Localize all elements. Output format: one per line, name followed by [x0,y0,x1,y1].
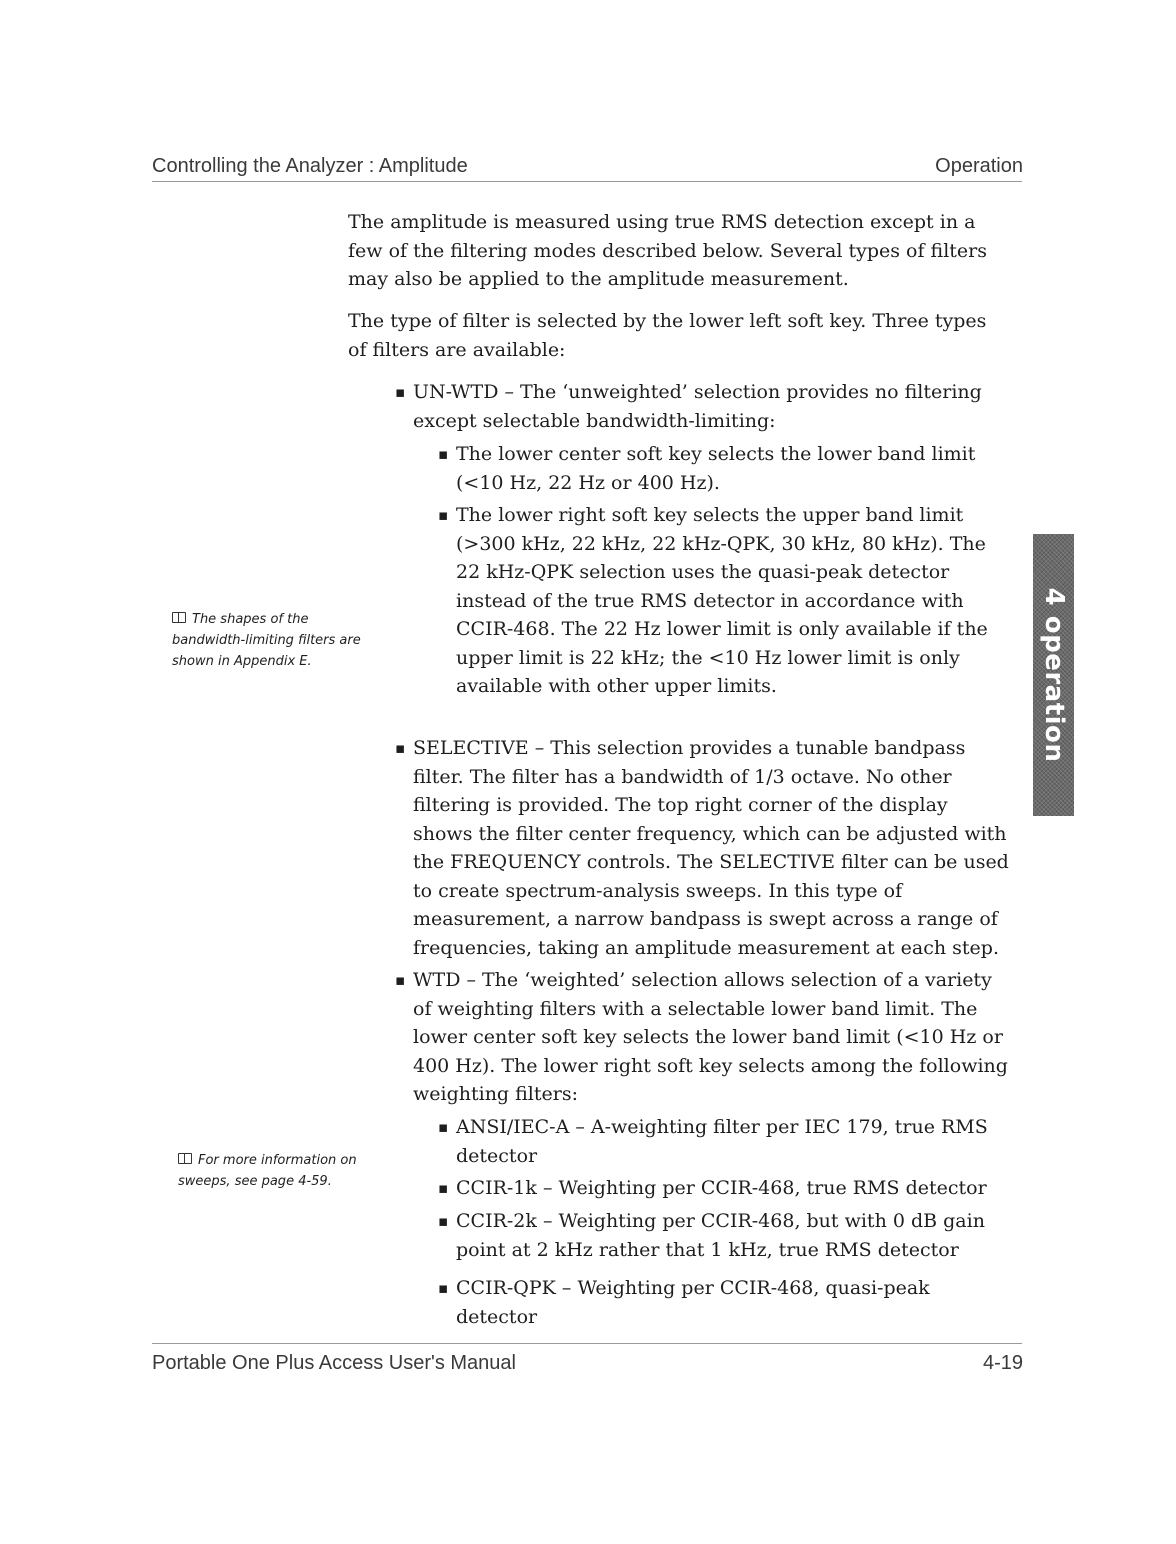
book-icon [172,612,186,623]
list-item-ccir-1k [438,1174,1012,1203]
running-header-chapter: Operation [935,155,1023,177]
list-item-ansi-iec-a [438,1113,1012,1170]
list-item-wtd [395,966,1013,1109]
list-item-text: SELECTIVE – This selection provides a tunable bandpass filter. The filter has a bandwidth of 1/3 octave. No other filtering is provided. The top right corner of the display shows the filter center frequency, which can be adjusted with the FREQUENCY controls. The SELECTIVE filter can be used to create spectrum-analysis sweeps. In this type of measurement, a narrow bandpass is swept across a range of frequencies, taking an amplitude measurement at each step. [413,737,1009,959]
running-footer-title: Portable One Plus Access User's Manual [152,1352,516,1374]
margin-note-filter-shapes [172,609,372,672]
list-item-selective [395,734,1013,962]
bullet-icon: ▪ [438,1118,449,1136]
bullet-icon: ▪ [438,506,449,524]
list-item-ccir-qpk [438,1274,1012,1331]
intro-paragraph: The amplitude is measured using true RMS detection except in a few of the filtering modes described below. Several types of filters may also be applied to the amplitude measurement. [348,211,988,290]
list-item-unwtd-upper-limit [438,501,1012,701]
list-item-text: CCIR-QPK – Weighting per CCIR-468, quasi-peak detector [456,1277,930,1328]
margin-note-sweeps [178,1150,378,1192]
bullet-icon: ▪ [438,1279,449,1297]
header-rule [152,181,1022,182]
bullet-icon: ▪ [438,1179,449,1197]
list-item-text: UN-WTD – The ‘unweighted’ selection provides no filtering except selectable bandwidth-limiting: [413,381,982,432]
list-item-text: The lower right soft key selects the upper band limit (>300 kHz, 22 kHz, 22 kHz-QPK, 30 kHz, 80 kHz). The 22 kHz-QPK selection uses the quasi-peak detector instead of the true RMS detector in accordance with CCIR-468. The 22 Hz lower limit is only available if the upper limit is 22 kHz; the <10 Hz lower limit is only available with other upper limits. [456,504,988,697]
filter-types-paragraph: The type of filter is selected by the lower left soft key. Three types of filters are available: [348,310,987,361]
bullet-icon: ▪ [395,971,406,989]
running-header-section: Controlling the Analyzer : Amplitude [152,155,468,177]
list-item-ccir-2k [438,1207,1012,1264]
list-item-text: CCIR-1k – Weighting per CCIR-468, true RMS detector [456,1177,987,1199]
list-item-text: WTD – The ‘weighted’ selection allows selection of a variety of weighting filters with a selectable lower band limit. The lower center soft key selects the lower band limit (<10 Hz or 400 Hz). The lower right soft key selects among the following weighting filters: [413,969,1008,1105]
page-number: 4-19 [982,1352,1023,1374]
list-item-unwtd-lower-limit [438,440,1012,497]
footer-rule [152,1343,1022,1344]
list-item-text: ANSI/IEC-A – A-weighting filter per IEC 179, true RMS detector [456,1116,988,1167]
chapter-tab-label: 4 operation [1038,587,1069,763]
bullet-icon: ▪ [438,1212,449,1230]
list-item-text: The lower center soft key selects the lower band limit (<10 Hz, 22 Hz or 400 Hz). [456,443,976,494]
bullet-icon: ▪ [438,445,449,463]
list-item-unwtd [395,378,1013,435]
list-item-text: CCIR-2k – Weighting per CCIR-468, but with 0 dB gain point at 2 kHz rather that 1 kHz, true RMS detector [456,1210,985,1261]
margin-note-text: For more information on sweeps, see page 4-59. [178,1153,357,1189]
bullet-icon: ▪ [395,383,406,401]
bullet-icon: ▪ [395,739,406,757]
book-icon [178,1153,192,1164]
chapter-tab [1033,534,1074,816]
margin-note-text: The shapes of the bandwidth-limiting filters are shown in Appendix E. [172,612,361,669]
